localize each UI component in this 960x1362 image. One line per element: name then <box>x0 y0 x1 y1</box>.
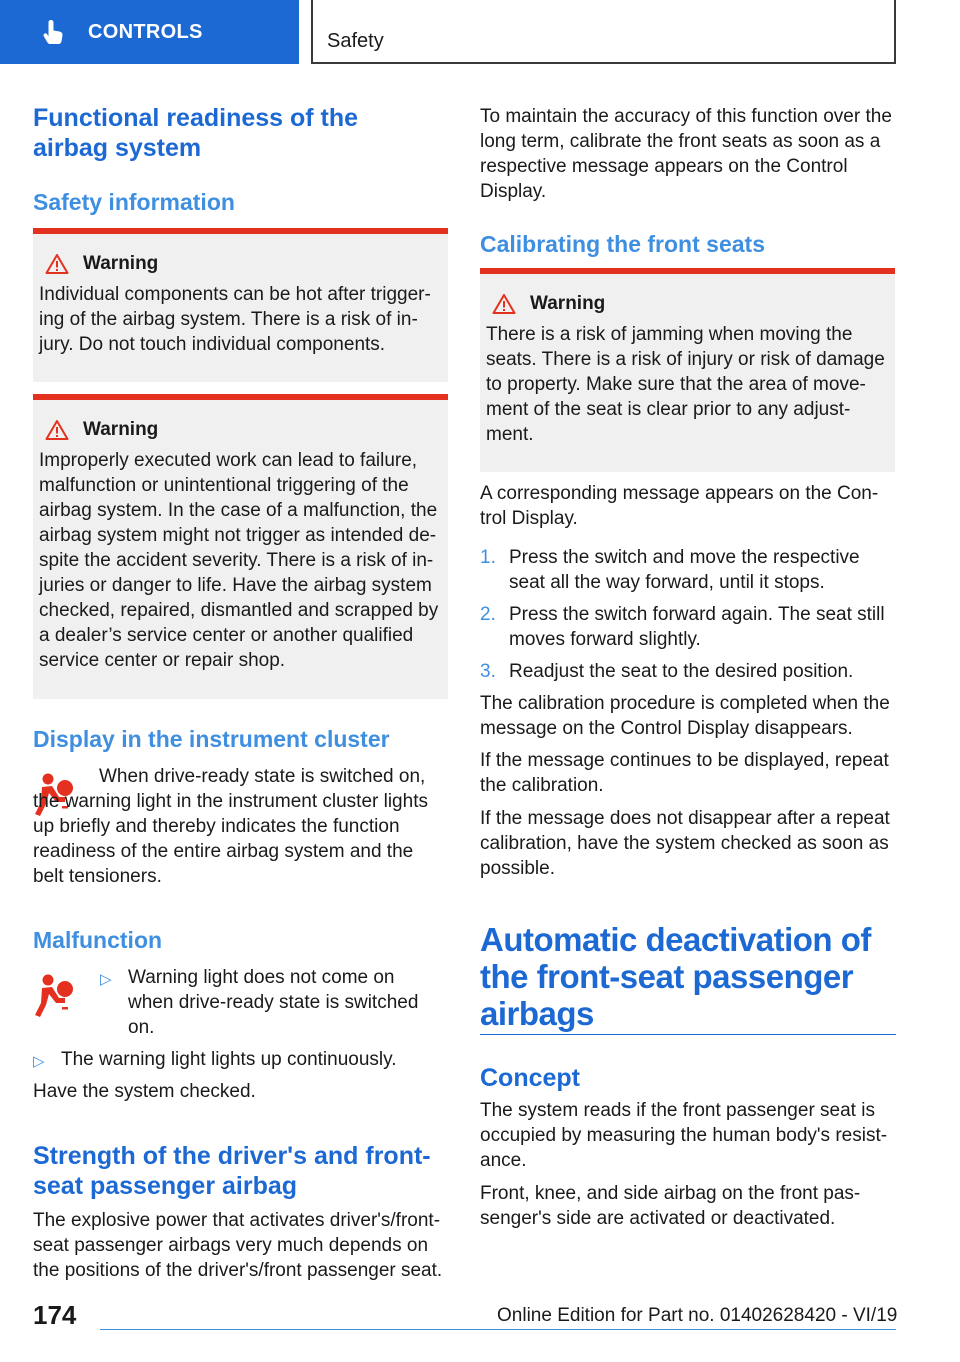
not-disappear-paragraph: If the message does not disappear after a repeat calibration, have the system checked as soon as possible. <box>480 808 890 879</box>
bullet-triangle-icon: ▷ <box>33 1053 45 1070</box>
repeat-paragraph: If the message continues to be displayed, repeat the calibration. <box>480 750 889 796</box>
step-number: 2. <box>480 604 496 625</box>
heading-underline <box>480 1034 896 1035</box>
list-item: ▷ The warning light lights up continuously. <box>33 1047 448 1072</box>
warning-box <box>480 268 895 472</box>
bullet-triangle-icon: ▷ <box>100 971 112 988</box>
completed-paragraph: The calibration procedure is completed when the message on the Control Display disappears. <box>480 693 890 739</box>
warning-box <box>33 228 448 382</box>
airbag-warning-light-icon <box>35 973 75 1019</box>
warning-text: Improperly executed work can lead to failure, malfunction or unintentional triggering of the airbag system. In the case of a malfunction, the airbag system might not trigger as intended despite the accident severity. There is a risk of injuries or danger to life. Have the airbag system checked, repaired, dismantled and scrapped by a dealer’s service center or another qualified service center or repair shop. <box>39 450 439 671</box>
warning-triangle-icon <box>45 253 69 275</box>
malfunction-note: Have the system checked. <box>33 1081 256 1102</box>
warning-title: Warning <box>83 253 159 274</box>
warning-triangle-icon <box>492 293 516 315</box>
display-paragraph: When drive-ready state is switched on, the warning light in the instrument cluster lights up briefly and thereby indicates the function readiness of the entire airbag system and the belt tensioners. <box>33 766 428 887</box>
footer-rule <box>100 1329 896 1330</box>
heading-functional-readiness: Functional readiness of the airbag system <box>33 104 359 162</box>
heading-strength-airbag: Strength of the driver's and front-seat passenger airbag <box>33 1142 431 1200</box>
heading-automatic-deactivation: Automatic deactivation of the front-seat passenger airbags <box>480 921 871 1032</box>
warning-title: Warning <box>83 419 159 440</box>
step-text: Press the switch forward again. The seat still moves forward slightly. <box>509 604 885 650</box>
calibration-intro: To maintain the accuracy of this function over the long term, calibrate the front seats as soon as a respective message appears on the Control Display. <box>480 106 892 202</box>
edition-note: Online Edition for Part no. 01402628420 - VI/19 <box>497 1305 898 1326</box>
page-number: 174 <box>33 1300 77 1330</box>
warning-text: There is a risk of jamming when moving the seats. There is a risk of injury or risk of damage to property. Make sure that the area of movement of the seat is clear prior to any adjustment. <box>486 324 885 445</box>
heading-calibrating-front-seats: Calibrating the front seats <box>480 231 765 257</box>
step-text: Press the switch and move the respective seat all the way forward, until it stops. <box>509 547 860 593</box>
heading-malfunction: Malfunction <box>33 927 163 953</box>
strength-paragraph: The explosive power that activates driver's/front-seat passenger airbags very much depends on the positions of the driver's/front passenger seat. <box>33 1210 443 1281</box>
message-paragraph: A corresponding message appears on the Control Display. <box>480 483 879 529</box>
section-tab <box>0 0 299 64</box>
step-number: 3. <box>480 661 496 682</box>
step-item <box>480 659 896 684</box>
warning-box <box>33 394 448 699</box>
step-text: Readjust the seat to the desired position. <box>509 661 854 682</box>
list-item: ▷ Warning light does not come on when drive-ready state is switched on. <box>100 967 419 1038</box>
section-tab-label: CONTROLS <box>88 20 203 43</box>
warning-triangle-icon <box>45 419 69 441</box>
hand-pointer-icon <box>40 17 70 47</box>
warning-text: Individual components can be hot after triggering of the airbag system. There is a risk of injury. Do not touch individual components. <box>39 284 431 355</box>
concept-paragraph-2: Front, knee, and side airbag on the front passenger's side are activated or deactivated. <box>480 1183 861 1229</box>
heading-concept: Concept <box>480 1064 580 1092</box>
step-number: 1. <box>480 547 496 568</box>
heading-safety-information: Safety information <box>33 189 235 215</box>
warning-title: Warning <box>530 293 606 314</box>
step-item <box>480 602 896 652</box>
section-title: Safety <box>311 0 896 64</box>
concept-paragraph: The system reads if the front passenger seat is occupied by measuring the human body's resistance. <box>480 1100 888 1171</box>
heading-display-instrument-cluster: Display in the instrument cluster <box>33 726 390 752</box>
step-item <box>480 545 896 595</box>
